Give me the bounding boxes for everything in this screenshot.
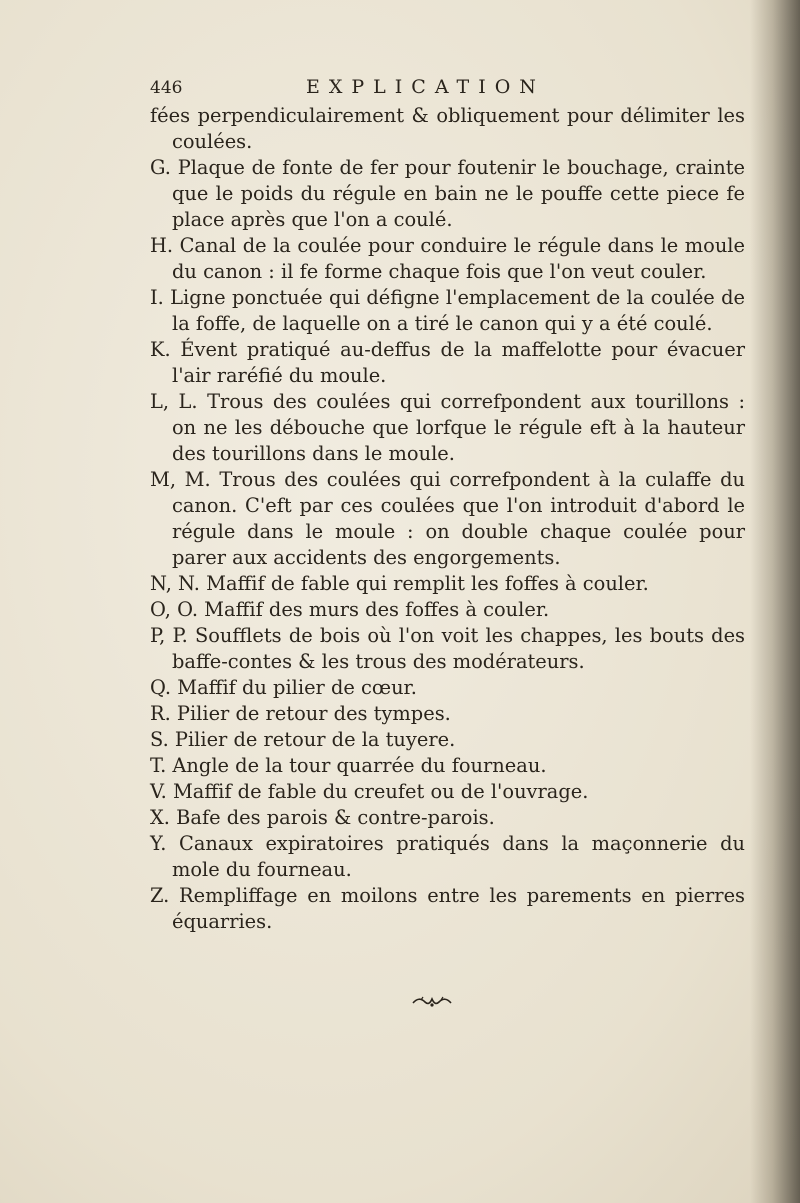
entry-g: G. Plaque de fonte de fer pour foutenir le bouchage, crainte que le poids du régule en bain ne le pouffe cette piece fe place après que l'on a coulé. <box>150 156 745 231</box>
entry-q: Q. Maffif du pilier de cœur. <box>150 676 417 699</box>
body-text <box>150 103 745 935</box>
entry-o: O, O. Maffif des murs des foffes à couler. <box>150 598 550 621</box>
entry-z: Z. Rempliffage en moilons entre les parements en pierres équarries. <box>150 884 745 933</box>
entry-s: S. Pilier de retour de la tuyere. <box>150 728 456 751</box>
entry-k: K. Évent pratiqué au-deffus de la maffelotte pour évacuer l'air raréfié du moule. <box>150 338 745 387</box>
entry-continuation: fées perpendiculairement & obliquement pour délimiter les coulées. <box>150 104 745 153</box>
entry-x: X. Bafe des parois & contre-parois. <box>150 806 495 829</box>
entry-r: R. Pilier de retour des tympes. <box>150 702 451 725</box>
end-ornament-icon <box>411 994 453 1008</box>
entry-n: N, N. Maffif de fable qui remplit les foffes à couler. <box>150 572 649 595</box>
entry-h: H. Canal de la coulée pour conduire le régule dans le moule du canon : il fe forme chaque fois que l'on veut couler. <box>150 234 745 283</box>
entry-m: M, M. Trous des coulées qui correfpondent à la culaffe du canon. C'eft par ces coulées que l'on introduit d'abord le régule dans le moule : on double chaque coulée pour parer aux accidents des engorgements. <box>150 468 745 569</box>
entry-t: T. Angle de la tour quarrée du fourneau. <box>150 754 547 777</box>
page-header <box>150 78 750 104</box>
entry-i: I. Ligne ponctuée qui défigne l'emplacement de la coulée de la foffe, de laquelle on a tiré le canon qui y a été coulé. <box>150 286 745 335</box>
page-edge-shadow <box>750 0 800 1203</box>
page-number: 446 <box>150 78 183 98</box>
entry-p: P, P. Soufflets de bois où l'on voit les chappes, les bouts des baffe-contes & les trous des modérateurs. <box>150 624 745 673</box>
entry-y: Y. Canaux expiratoires pratiqués dans la maçonnerie du mole du fourneau. <box>150 832 745 881</box>
running-title: EXPLICATION <box>306 76 545 98</box>
entry-v: V. Maffif de fable du creufet ou de l'ouvrage. <box>150 780 589 803</box>
entry-l: L, L. Trous des coulées qui correfpondent aux tourillons : on ne les débouche que lorfque le régule eft à la hauteur des tourillons dans le moule. <box>150 390 745 465</box>
